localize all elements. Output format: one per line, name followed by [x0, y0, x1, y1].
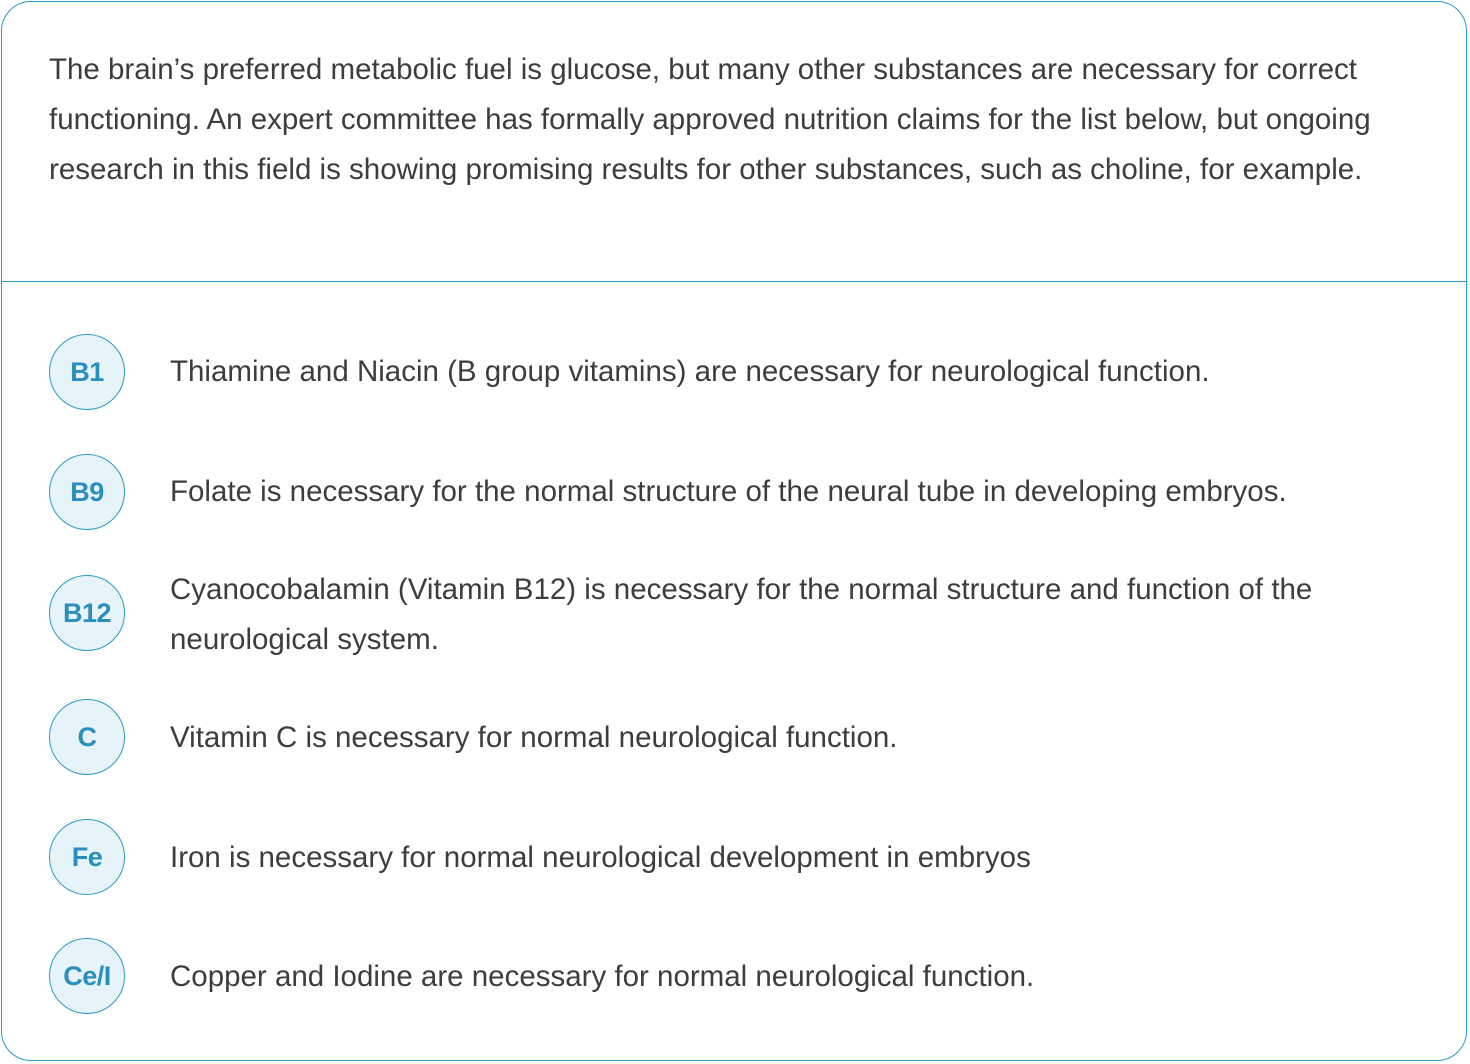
nutrient-list [2, 2, 1466, 1060]
info-card [1, 1, 1467, 1061]
nutrient-claim-fe: Iron is necessary for normal neurological development in embryos [170, 841, 1031, 874]
nutrient-badge-c: C [49, 699, 125, 775]
nutrient-badge-b12: B12 [49, 575, 125, 651]
nutrient-badge-ce-i: Ce/I [49, 938, 125, 1014]
nutrient-claim-b1: Thiamine and Niacin (B group vitamins) are necessary for neurological function. [170, 355, 1210, 388]
intro-paragraph: The brain’s preferred metabolic fuel is glucose, but many other substances are necessary for correct functioning. An expert committee has formally approved nutrition claims for the list below, but ongoing research in this field is showing promising results for other substances, such as choline, for example. [49, 53, 1371, 186]
nutrient-badge-b1: B1 [49, 334, 125, 410]
nutrient-claim-c: Vitamin C is necessary for normal neurological function. [170, 721, 898, 754]
nutrient-badge-b9: B9 [49, 454, 125, 530]
nutrient-claim-b12: Cyanocobalamin (Vitamin B12) is necessary for the normal structure and function of the neurological system. [170, 573, 1313, 656]
nutrient-claim-b9: Folate is necessary for the normal structure of the neural tube in developing embryos. [170, 475, 1287, 508]
nutrient-badge-fe: Fe [49, 819, 125, 895]
nutrient-claim-ce-i: Copper and Iodine are necessary for normal neurological function. [170, 960, 1035, 993]
